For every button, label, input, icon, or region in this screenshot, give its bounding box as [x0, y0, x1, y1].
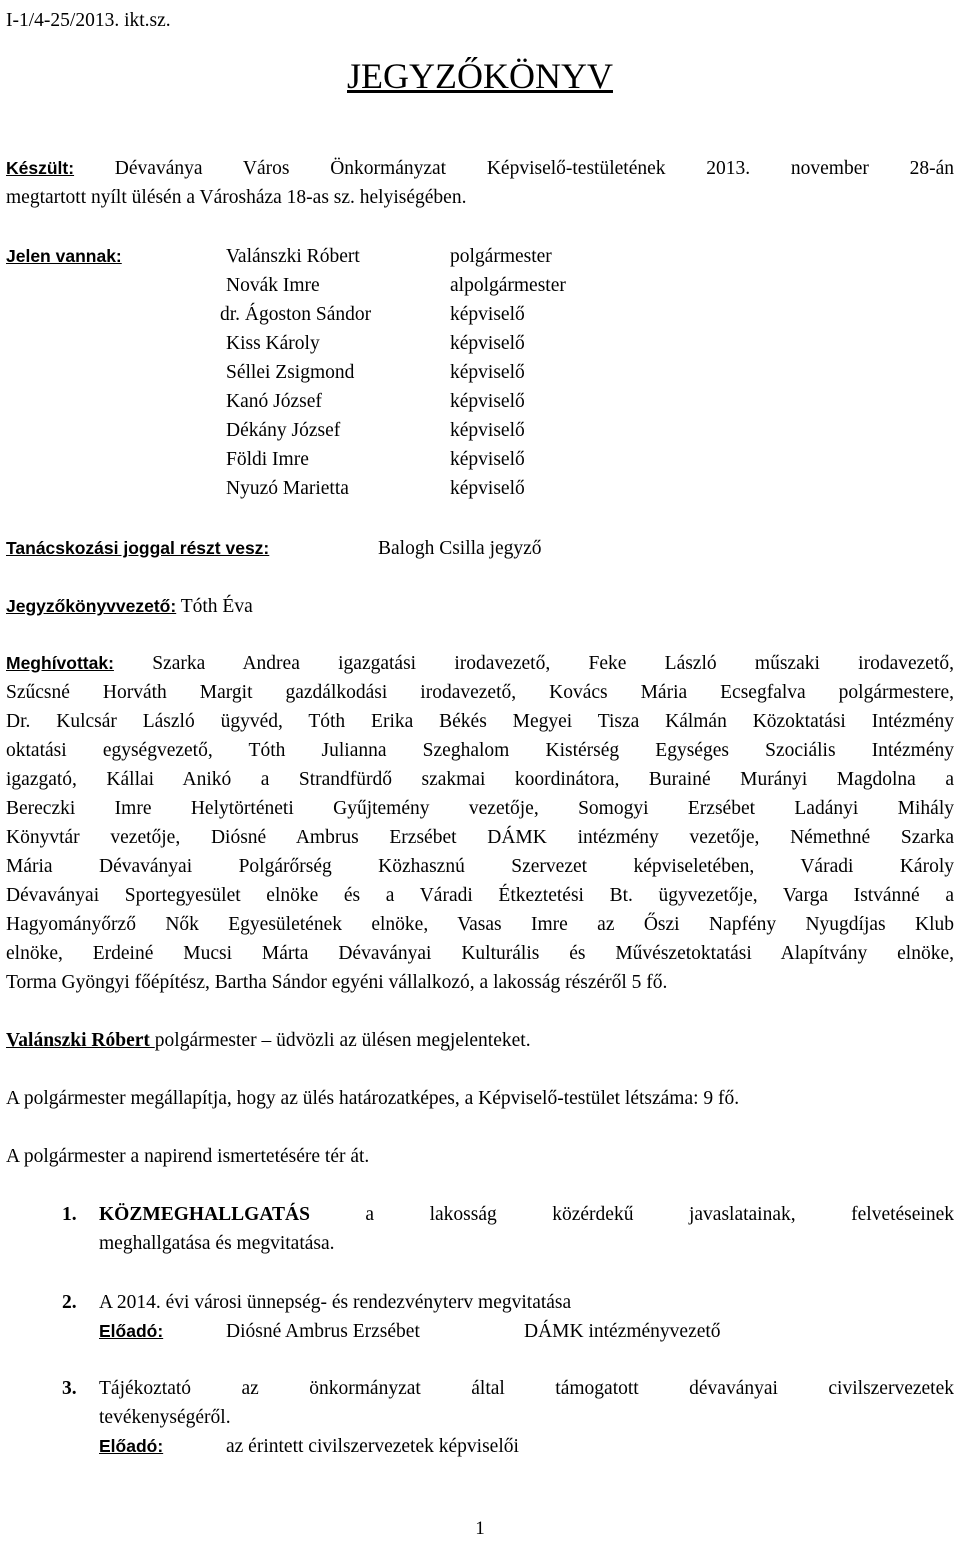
- agenda-item-2: [62, 1288, 954, 1348]
- attendee-name: Kanó József: [226, 391, 322, 412]
- recorder-value: Tóth Éva: [176, 596, 253, 617]
- attendee-role: képviselő: [450, 449, 525, 470]
- presenter-label: Előadó:: [99, 1321, 164, 1341]
- agenda-item-1: [62, 1200, 954, 1260]
- agenda-text: meghallgatása és megvitatása.: [99, 1233, 335, 1254]
- attendee-name: Novák Imre: [226, 275, 320, 296]
- quorum-statement: A polgármester megállapítja, hogy az ülés határozatképes, a Képviselő-testület létszáma: 9 fő.: [6, 1088, 740, 1109]
- keszult-line2: megtartott nyílt ülésén a Városháza 18-as sz. helyiségében.: [6, 187, 467, 208]
- invited-line: Mária Dévaványai Polgárőrség Közhasznú Szervezet képviseletében, Váradi Károly: [6, 856, 954, 877]
- greeting-name: Valánszki Róbert: [6, 1030, 155, 1051]
- presenter-name: Diósné Ambrus Erzsébet: [226, 1321, 420, 1342]
- attendee-role: alpolgármester: [450, 275, 566, 296]
- invited-line: Bereczki Imre Helytörténeti Gyűjtemény vezetője, Somogyi Erzsébet Ladányi Mihály: [6, 798, 954, 819]
- greeting-line: [6, 1026, 531, 1055]
- attendee-role: polgármester: [450, 246, 552, 267]
- keszult-paragraph: [6, 154, 954, 212]
- agenda-number: 1.: [62, 1204, 77, 1225]
- invited-line: Szűcsné Horváth Margit gazdálkodási irodavezető, Kovács Mária Ecsegfalva polgármestere,: [6, 682, 954, 703]
- advisory-value: Balogh Csilla jegyző: [378, 538, 542, 559]
- attendee-role: képviselő: [450, 362, 525, 383]
- invited-line: Torma Gyöngyi főépítész, Bartha Sándor egyéni vállalkozó, a lakosság részéről 5 fő.: [6, 972, 668, 993]
- keszult-label: Készült:: [6, 158, 75, 178]
- invited-label: Meghívottak:: [6, 653, 114, 673]
- invited-line: Szarka Andrea igazgatási irodavezető, Feke László műszaki irodavezető,: [113, 653, 954, 674]
- attendee-role: képviselő: [450, 420, 525, 441]
- agenda-title-bold: KÖZMEGHALLGATÁS: [99, 1204, 310, 1225]
- agenda-number: 3.: [62, 1378, 77, 1399]
- invited-line: igazgató, Kállai Anikó a Strandfürdő szakmai koordinátora, Burainé Murányi Magdolna a: [6, 769, 954, 790]
- keszult-text: Dévaványa Város Önkormányzat Képviselő-testületének 2013. november 28-án: [74, 158, 954, 179]
- attendee-role: képviselő: [450, 304, 525, 325]
- page-number: 1: [475, 1518, 485, 1539]
- recorder-label: Jegyzőkönyvvezető:: [6, 596, 177, 616]
- attendee-name: Dékány József: [226, 420, 341, 441]
- attendee-name: Valánszki Róbert: [226, 246, 360, 267]
- agenda-intro: A polgármester a napirend ismertetésére tér át.: [6, 1146, 370, 1167]
- attendee-name: Séllei Zsigmond: [226, 362, 355, 383]
- invited-line: oktatási egységvezető, Tóth Julianna Szeghalom Kistérség Egységes Szociális Intézmény: [6, 740, 954, 761]
- greeting-text: polgármester – üdvözli az ülésen megjelenteket.: [154, 1030, 531, 1051]
- agenda-text: tevékenységéről.: [99, 1407, 231, 1428]
- document-title: JEGYZŐKÖNYV: [347, 56, 613, 96]
- attendee-role: képviselő: [450, 333, 525, 354]
- agenda-text: a lakosság közérdekű javaslatainak, felvetéseinek: [309, 1204, 954, 1225]
- invited-paragraph: [6, 649, 954, 997]
- invited-line: Könyvtár vezetője, Diósné Ambrus Erzsébet DÁMK intézmény vezetője, Némethné Szarka: [6, 827, 954, 848]
- recorder-line: [6, 592, 253, 621]
- advisory-label-text: Tanácskozási joggal részt vesz:: [6, 538, 270, 558]
- agenda-item-3: [62, 1374, 954, 1464]
- invited-line: elnöke, Erdeiné Mucsi Márta Dévaványai Kulturális és Művészetoktatási Alapítvány elnöke,: [6, 943, 954, 964]
- advisory-label: [6, 534, 269, 563]
- attendee-name: dr. Ágoston Sándor: [220, 304, 372, 325]
- agenda-text: A 2014. évi városi ünnepség- és rendezvényterv megvitatása: [99, 1292, 572, 1313]
- invited-line: Dr. Kulcsár László ügyvéd, Tóth Erika Békés Megyei Tisza Kálmán Közoktatási Intézmény: [6, 711, 954, 732]
- attendee-name: Kiss Károly: [226, 333, 320, 354]
- attendee-role: képviselő: [450, 478, 525, 499]
- document-id: I-1/4-25/2013. ikt.sz.: [6, 10, 171, 31]
- presenter-label: Előadó:: [99, 1436, 164, 1456]
- attendee-role: képviselő: [450, 391, 525, 412]
- presenter-role: DÁMK intézményvezető: [524, 1321, 721, 1342]
- attendee-name: Földi Imre: [226, 449, 309, 470]
- attendee-name: Nyuzó Marietta: [226, 478, 349, 499]
- presenter-name: az érintett civilszervezetek képviselői: [226, 1436, 519, 1457]
- agenda-number: 2.: [62, 1292, 77, 1313]
- agenda-text: Tájékoztató az önkormányzat által támogatott dévaványai civilszervezetek: [99, 1378, 954, 1399]
- invited-line: Hagyományőrző Nők Egyesületének elnöke, Vasas Imre az Őszi Napfény Nyugdíjas Klub: [6, 914, 954, 935]
- attendees-label: Jelen vannak:: [6, 246, 122, 266]
- invited-line: Dévaványai Sportegyesület elnöke és a Váradi Étkeztetési Bt. ügyvezetője, Varga Istvánné a: [6, 885, 954, 906]
